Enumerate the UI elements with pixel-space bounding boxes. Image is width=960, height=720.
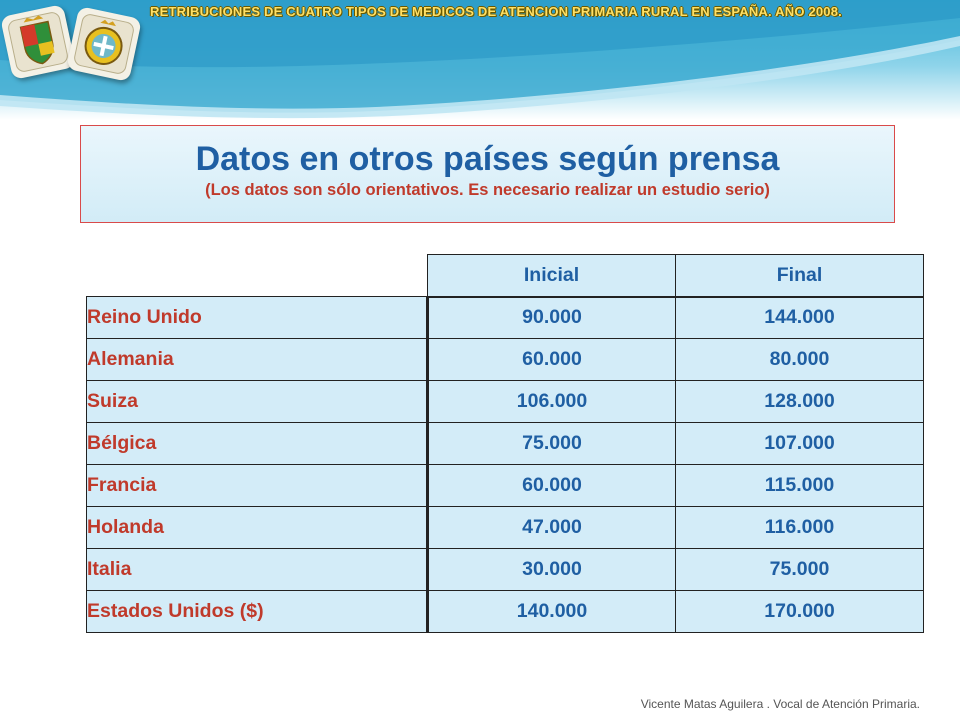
final-cell: 107.000 (676, 423, 924, 465)
header-title: RETRIBUCIONES DE CUATRO TIPOS DE MEDICOS DE ATENCION PRIMARIA RURAL EN ESPAÑA. AÑO 2008. (150, 4, 842, 19)
table-corner-cell (87, 255, 428, 297)
final-cell: 128.000 (676, 381, 924, 423)
title-box (80, 125, 895, 223)
column-header-inicial: Inicial (428, 255, 676, 297)
slide-title: Datos en otros países según prensa (195, 140, 780, 178)
inicial-cell: 90.000 (428, 297, 676, 339)
table-row (87, 381, 924, 423)
inicial-cell: 75.000 (428, 423, 676, 465)
inicial-cell: 30.000 (428, 549, 676, 591)
table-row (87, 339, 924, 381)
country-cell: Estados Unidos ($) (87, 591, 428, 633)
inicial-cell: 106.000 (428, 381, 676, 423)
final-cell: 115.000 (676, 465, 924, 507)
final-cell: 144.000 (676, 297, 924, 339)
country-cell: Holanda (87, 507, 428, 549)
inicial-cell: 47.000 (428, 507, 676, 549)
inicial-cell: 60.000 (428, 339, 676, 381)
inicial-cell: 140.000 (428, 591, 676, 633)
final-cell: 170.000 (676, 591, 924, 633)
inicial-cell: 60.000 (428, 465, 676, 507)
header-wave-decoration (0, 0, 960, 130)
country-cell: Bélgica (87, 423, 428, 465)
table-row (87, 423, 924, 465)
column-header-final: Final (676, 255, 924, 297)
country-cell: Suiza (87, 381, 428, 423)
country-cell: Italia (87, 549, 428, 591)
coat-of-arms-icon (0, 4, 76, 80)
final-cell: 80.000 (676, 339, 924, 381)
salary-table (86, 254, 924, 633)
final-cell: 75.000 (676, 549, 924, 591)
footer-credit: Vicente Matas Aguilera . Vocal de Atención Primaria. (640, 697, 920, 711)
country-cell: Alemania (87, 339, 428, 381)
final-cell: 116.000 (676, 507, 924, 549)
table-row (87, 507, 924, 549)
slide-subtitle: (Los datos son sólo orientativos. Es necesario realizar un estudio serio) (205, 181, 770, 199)
medical-emblem-icon (66, 6, 142, 82)
country-cell: Francia (87, 465, 428, 507)
table-row (87, 297, 924, 339)
table-header-row (87, 255, 924, 297)
table-row (87, 591, 924, 633)
table-row (87, 549, 924, 591)
country-cell: Reino Unido (87, 297, 428, 339)
table-row (87, 465, 924, 507)
